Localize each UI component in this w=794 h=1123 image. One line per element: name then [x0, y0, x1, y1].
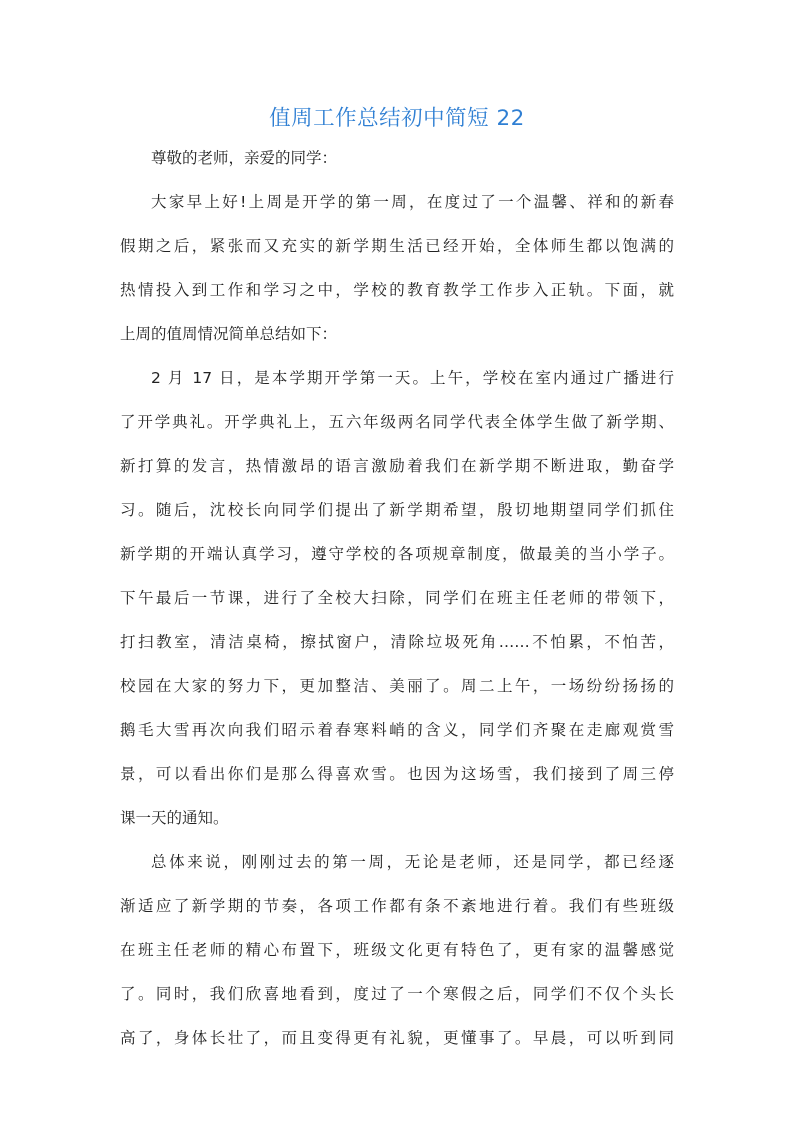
paragraph-line: 打扫教室，清洁桌椅，擦拭窗户，清除垃圾死角……不怕累，不怕苦， [120, 633, 674, 651]
paragraph-line: 在班主任老师的精心布置下，班级文化更有特色了，更有家的温馨感觉 [120, 941, 674, 959]
paragraph-line: 课一天的通知。 [120, 809, 229, 827]
paragraph-line: 鹅毛大雪再次向我们昭示着春寒料峭的含义，同学们齐聚在走廊观赏雪 [120, 721, 674, 739]
paragraph-line: 大家早上好!上周是开学的第一周，在度过了一个温馨、祥和的新春 [151, 193, 674, 211]
paragraph-line: 热情投入到工作和学习之中，学校的教育教学工作步入正轨。下面，就 [120, 281, 674, 299]
document-title: 值周工作总结初中简短 22 [269, 106, 525, 131]
paragraph-line: 了开学典礼。开学典礼上，五六年级两名同学代表全体学生做了新学期、 [120, 413, 674, 431]
paragraph-line: 新打算的发言，热情激昂的语言激励着我们在新学期不断进取，勤奋学 [120, 457, 674, 475]
paragraph-line: 假期之后，紧张而又充实的新学期生活已经开始，全体师生都以饱满的 [120, 237, 674, 255]
paragraph-line: 景，可以看出你们是那么得喜欢雪。也因为这场雪，我们接到了周三停 [120, 765, 674, 783]
paragraph-line: 下午最后一节课，进行了全校大扫除，同学们在班主任老师的带领下， [120, 589, 674, 607]
paragraph-line: 校园在大家的努力下，更加整洁、美丽了。周二上午，一场纷纷扬扬的 [120, 677, 674, 695]
paragraph-line: 2 月 17 日，是本学期开学第一天。上午，学校在室内通过广播进行 [151, 369, 674, 387]
paragraph-line: 了。同时，我们欣喜地看到，度过了一个寒假之后，同学们不仅个头长 [120, 985, 674, 1003]
greeting-line: 尊敬的老师，亲爱的同学： [151, 149, 338, 167]
paragraph-line: 总体来说，刚刚过去的第一周，无论是老师，还是同学，都已经逐 [151, 853, 674, 871]
paragraph-line: 渐适应了新学期的节奏，各项工作都有条不紊地进行着。我们有些班级 [120, 897, 674, 915]
paragraph-line: 上周的值周情况简单总结如下： [120, 325, 338, 343]
paragraph-line: 高了，身体长壮了，而且变得更有礼貌，更懂事了。早晨，可以听到同 [120, 1029, 674, 1047]
paragraph-line: 新学期的开端认真学习，遵守学校的各项规章制度，做最美的当小学子。 [120, 545, 674, 563]
paragraph-line: 习。随后，沈校长向同学们提出了新学期希望，殷切地期望同学们抓住 [120, 501, 674, 519]
